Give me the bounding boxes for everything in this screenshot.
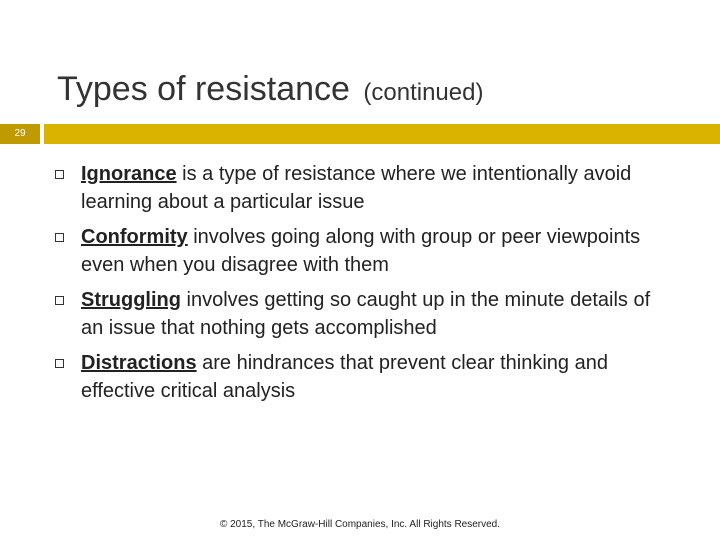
bullet-item-ignorance [55,160,655,216]
bullet-term: Distractions [81,352,197,374]
square-bullet-icon [55,296,64,305]
copyright-footer: © 2015, The McGraw-Hill Companies, Inc. All Rights Reserved. [219,519,501,530]
bullet-list [55,160,655,412]
bullet-term: Ignorance [81,163,177,185]
accent-bar [0,124,720,144]
accent-stripe [44,124,720,144]
bullet-text: are hindrances that prevent clear thinking and effective critical analysis [81,352,608,402]
square-bullet-icon [55,233,64,242]
bullet-text: involves getting so caught up in the minute details of an issue that nothing gets accomplished [81,289,651,339]
bullet-item-distractions [55,349,655,405]
bullet-term: Struggling [81,289,181,311]
slide-title-main: Types of resistance [57,69,350,108]
bullet-text: is a type of resistance where we intentionally avoid learning about a particular issue [81,163,632,213]
bullet-item-struggling [55,286,655,342]
slide-title [57,71,483,108]
bullet-text: involves going along with group or peer viewpoints even when you disagree with them [81,226,641,276]
slide-number: 29 [0,124,40,144]
bullet-term: Conformity [81,226,188,248]
square-bullet-icon [55,359,64,368]
bullet-item-conformity [55,223,655,279]
square-bullet-icon [55,170,64,179]
slide-title-sub: (continued) [363,78,484,106]
